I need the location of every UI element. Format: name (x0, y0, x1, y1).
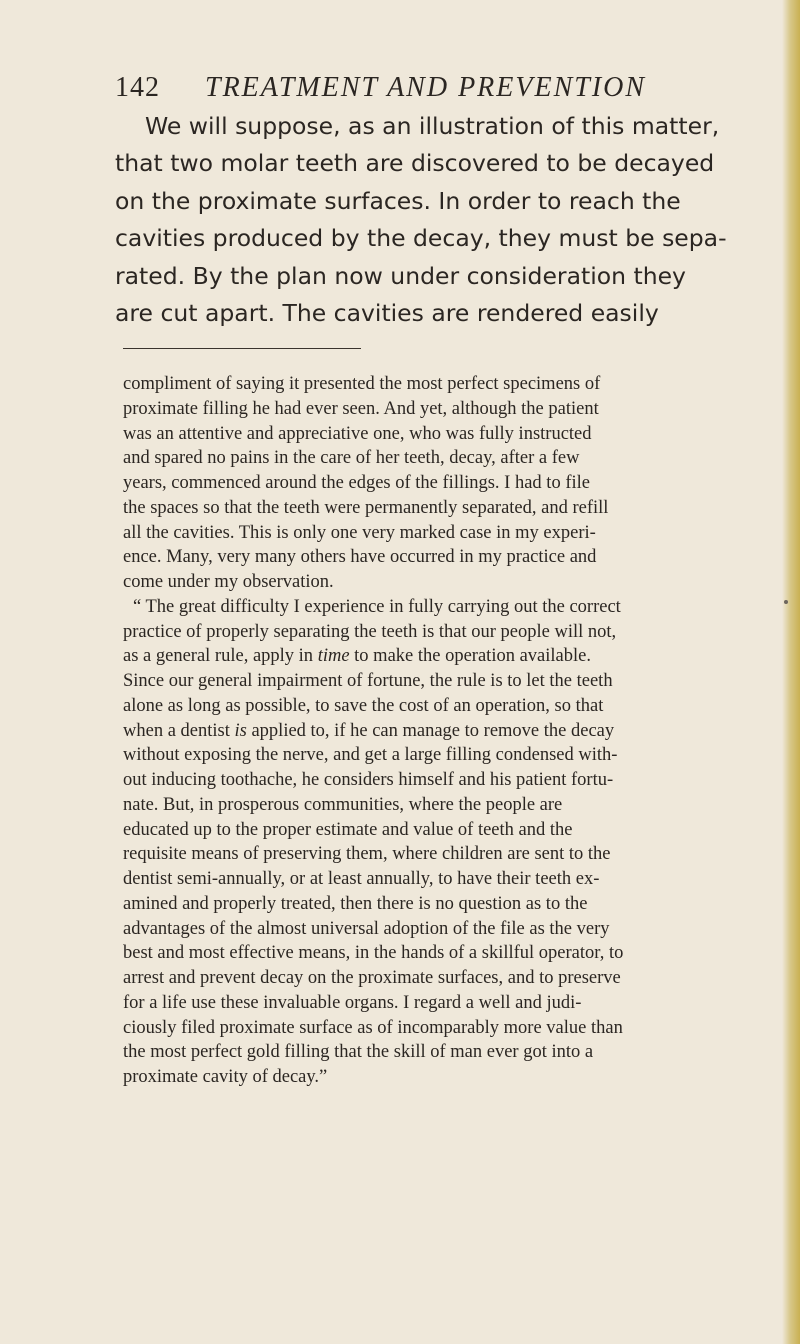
body-line: are cut apart. The cavities are rendered easily (115, 299, 659, 328)
footnote-line: alone as long as possible, to save the cost of an operation, so that (123, 695, 604, 716)
footnote-fragment: as a general rule, apply in (123, 646, 318, 667)
footnote-line: practice of properly separating the teeth is that our people will not, (123, 621, 617, 642)
body-line: We will suppose, as an illustration of this matter, (145, 112, 720, 140)
footnote-line: years, commenced around the edges of the fillings. I had to file (123, 473, 590, 493)
footnote-line (123, 719, 763, 744)
footnote-line: requisite means of preserving them, where children are sent to the (123, 844, 611, 865)
page-number: 142 (115, 72, 160, 103)
footnote-line: best and most effective means, in the hands of a skillful operator, to (123, 943, 624, 964)
footnote-line: ence. Many, very many others have occurred in my practice and (123, 547, 597, 568)
footnote-line: amined and properly treated, then there is no question as to the (123, 893, 588, 914)
footnote-line (123, 644, 763, 669)
margin-mark (784, 600, 788, 604)
body-line: cavities produced by the decay, they must be sepa- (115, 224, 727, 253)
footnote-line: all the cavities. This is only one very marked case in my experi- (123, 522, 596, 543)
footnote-line: nate. But, in prosperous communities, where the people are (123, 794, 563, 815)
footnote-line: dentist semi-annually, or at least annually, to have their teeth ex- (123, 869, 600, 889)
footnote-line: Since our general impairment of fortune, the rule is to let the teeth (123, 671, 613, 691)
footnote-line: the most perfect gold filling that the skill of man ever got into a (123, 1042, 594, 1063)
running-title: TREATMENT AND PREVENTION (205, 72, 647, 103)
footnote-line: ciously filed proximate surface as of incomparably more value than (123, 1017, 623, 1038)
footnote-line: educated up to the proper estimate and value of teeth and the (123, 819, 573, 840)
footnote-line: come under my observation. (123, 572, 334, 592)
body-line: on the proximate surfaces. In order to reach the (115, 186, 681, 215)
footnote-fragment: applied to, if he can manage to remove the decay (246, 720, 615, 741)
footnote-line: without exposing the nerve, and get a large filling condensed with- (123, 745, 618, 766)
footnote-line: advantages of the almost universal adoption of the file as the very (123, 918, 610, 939)
footnote-rule (123, 348, 361, 349)
page-header (115, 72, 646, 104)
footnote-line: arrest and prevent decay on the proximate surfaces, and to preserve (123, 968, 621, 988)
footnote-emphasis: time (317, 646, 350, 667)
footnote-line: “ The great difficulty I experience in fully carrying out the correct (133, 596, 621, 617)
footnote-line: proximate filling he had ever seen. And yet, although the patient (123, 398, 599, 419)
footnote-line: proximate cavity of decay.” (123, 1067, 328, 1087)
body-text (115, 108, 775, 332)
footnote-fragment: when a dentist (123, 720, 235, 741)
footnote-line: compliment of saying it presented the most perfect specimens of (123, 374, 601, 394)
body-line: that two molar teeth are discovered to be decayed (115, 149, 715, 178)
footnote-line: the spaces so that the teeth were permanently separated, and refill (123, 497, 609, 518)
footnote-text (123, 372, 763, 1090)
footnote-fragment: to make the operation available. (349, 646, 591, 667)
page-edge (782, 0, 800, 1344)
footnote-line: and spared no pains in the care of her teeth, decay, after a few (123, 448, 580, 469)
footnote-line: out inducing toothache, he considers himself and his patient fortu- (123, 770, 614, 790)
body-line: rated. By the plan now under consideration they (115, 261, 686, 290)
footnote-emphasis: is (234, 720, 247, 741)
footnote-line: for a life use these invaluable organs. I regard a well and judi- (123, 992, 582, 1013)
footnote-line: was an attentive and appreciative one, who was fully instructed (123, 423, 592, 444)
